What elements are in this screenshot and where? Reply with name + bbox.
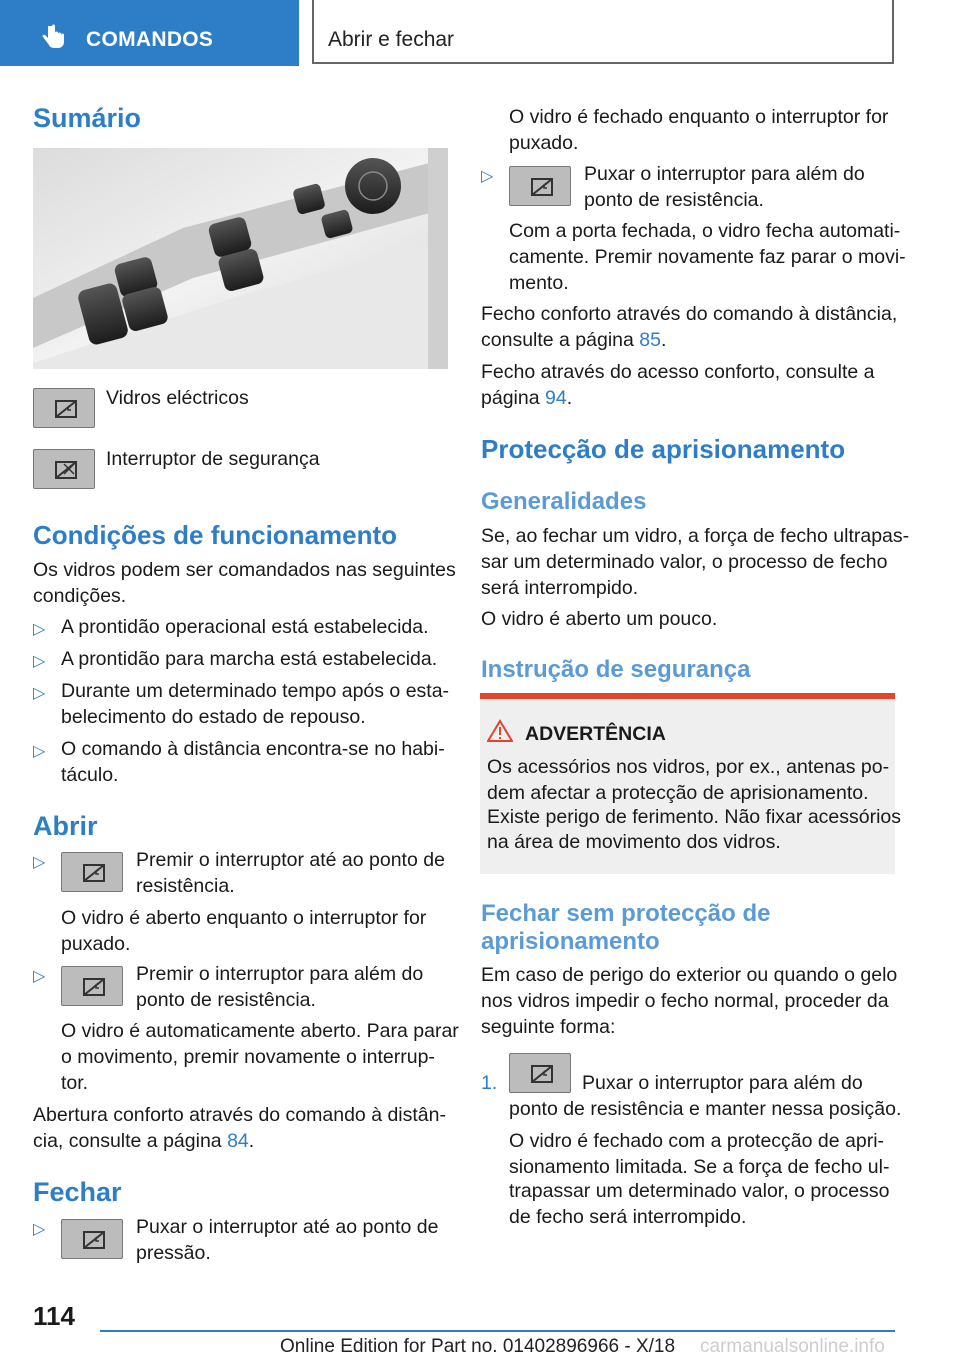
footer-rule — [100, 1330, 895, 1332]
bullet-triangle-icon: ▷ — [33, 621, 46, 638]
section-title: COMANDOS — [86, 28, 214, 51]
footer-edition: Online Edition for Part no. 01402896966 - X/18 — [280, 1336, 676, 1357]
gen-text-2: sar um determinado valor, o processo de fecho — [481, 551, 888, 573]
heading-sumario: Sumário — [33, 103, 142, 133]
cond-item-1: A prontidão operacional está estabelecida. — [61, 616, 429, 638]
bullet-triangle-icon: ▷ — [33, 743, 46, 760]
hand-pointer-icon — [38, 22, 68, 52]
abrir-step1-d2: puxado. — [61, 933, 131, 955]
gen-text-3: será interrompido. — [481, 577, 639, 599]
fechar-step2-l2: ponto de resistência. — [584, 189, 764, 211]
warning-text-4: na área de movimento dos vidros. — [487, 831, 781, 853]
window-switch-icon — [61, 852, 123, 892]
abrir-step2-l1: Premir o interruptor para além do — [136, 963, 424, 985]
chapter-title: Abrir e fechar — [328, 28, 455, 51]
legend-label-safety: Interruptor de segurança — [106, 448, 320, 470]
bullet-triangle-icon: ▷ — [33, 1221, 46, 1238]
fechar-step1-l2: pressão. — [136, 1242, 211, 1264]
page-link-84[interactable]: 84 — [227, 1130, 249, 1152]
step1-desc-1: O vidro é fechado com a protecção de apri- — [509, 1130, 885, 1152]
gen-text-4: O vidro é aberto um pouco. — [481, 608, 718, 630]
fechar-step1-l1: Puxar o interruptor até ao ponto de — [136, 1216, 439, 1238]
fechar-step2-d1: Com a porta fechada, o vidro fecha automati- — [509, 220, 901, 242]
step1-text-1: Puxar o interruptor para além do — [582, 1072, 863, 1094]
safety-switch-icon — [33, 449, 95, 489]
bullet-triangle-icon: ▷ — [33, 685, 46, 702]
bullet-triangle-icon: ▷ — [33, 968, 46, 985]
fecho-acesso-l1: Fecho através do acesso conforto, consulte a — [481, 361, 875, 383]
window-switch-icon — [61, 966, 123, 1006]
abrir-step1-d1: O vidro é aberto enquanto o interruptor for — [61, 907, 427, 929]
step1-desc-2: sionamento limitada. Se a força de fecho ul- — [509, 1156, 890, 1178]
fechar-step1-d1: O vidro é fechado enquanto o interruptor for — [509, 106, 889, 128]
warning-text-3: Existe perigo de ferimento. Não fixar acessórios — [487, 806, 902, 828]
abrir-step2-l2: ponto de resistência. — [136, 989, 316, 1011]
window-switch-icon — [61, 1219, 123, 1259]
window-switches-photo — [33, 148, 448, 369]
heading-abrir: Abrir — [33, 811, 98, 841]
legend-label-windows: Vidros eléctricos — [106, 387, 249, 409]
bullet-triangle-icon: ▷ — [33, 854, 46, 871]
bullet-triangle-icon: ▷ — [481, 168, 494, 185]
nop-text-3: seguinte forma: — [481, 1016, 616, 1038]
bullet-triangle-icon: ▷ — [33, 653, 46, 670]
window-switch-icon — [509, 1053, 571, 1093]
warning-triangle-icon — [487, 719, 513, 743]
warning-text-1: Os acessórios nos vidros, por ex., antenas po- — [487, 756, 890, 778]
page-number: 114 — [33, 1301, 75, 1331]
fechar-step2-d2: camente. Premir novamente faz parar o movi- — [509, 246, 906, 268]
gen-text-1: Se, ao fechar um vidro, a força de fecho ultrapas- — [481, 525, 910, 547]
fechar-step2-d3: mento. — [509, 272, 569, 294]
heading-instrucao-seguranca: Instrução de segurança — [481, 656, 751, 683]
cond-item-3a: Durante um determinado tempo após o esta- — [61, 680, 450, 702]
heading-sem-proteccao-2: aprisionamento — [481, 928, 660, 955]
heading-proteccao: Protecção de aprisionamento — [481, 434, 846, 464]
fechar-step2-l1: Puxar o interruptor para além do — [584, 163, 865, 185]
step1-text-2: ponto de resistência e manter nessa posição. — [509, 1098, 902, 1120]
heading-sem-proteccao-1: Fechar sem protecção de — [481, 900, 771, 927]
nop-text-2: nos vidros impedir o fecho normal, proceder da — [481, 990, 889, 1012]
warning-text-2: dem afectar a protecção de aprisionamento. — [487, 782, 869, 804]
heading-condicoes: Condições de funcionamento — [33, 520, 398, 550]
cond-item-2: A prontidão para marcha está estabelecida. — [61, 648, 438, 670]
cond-item-4b: táculo. — [61, 764, 119, 786]
cond-intro-1: Os vidros podem ser comandados nas seguintes — [33, 559, 456, 581]
step1-desc-3: trapassar um determinado valor, o processo — [509, 1180, 890, 1202]
abrir-step1-l1: Premir o interruptor até ao ponto de — [136, 849, 445, 871]
abrir-step1-l2: resistência. — [136, 875, 235, 897]
abrir-step2-d3: tor. — [61, 1072, 89, 1094]
fechar-step1-d2: puxado. — [509, 132, 579, 154]
abrir-step2-d1: O vidro é automaticamente aberto. Para parar — [61, 1020, 459, 1042]
cond-item-3b: belecimento do estado de repouso. — [61, 706, 366, 728]
fecho-conforto-l1: Fecho conforto através do comando à distância, — [481, 303, 898, 325]
step-number: 1. — [481, 1072, 498, 1094]
abrir-conforto-l2: cia, consulte a página 84. — [33, 1130, 255, 1152]
warning-title: ADVERTÊNCIA — [525, 723, 666, 745]
abrir-step2-d2: o movimento, premir novamente o interrup- — [61, 1046, 435, 1068]
fecho-conforto-l2: consulte a página 85. — [481, 329, 667, 351]
heading-fechar: Fechar — [33, 1177, 122, 1207]
page-link-94[interactable]: 94 — [544, 387, 567, 409]
footer-watermark: carmanualsonline.info — [700, 1336, 885, 1357]
window-switch-icon — [33, 388, 95, 428]
abrir-conforto-l1: Abertura conforto através do comando à distân- — [33, 1104, 446, 1126]
window-switch-icon — [509, 166, 571, 206]
section-tab — [0, 0, 299, 66]
nop-text-1: Em caso de perigo do exterior ou quando o gelo — [481, 964, 898, 986]
cond-item-4a: O comando à distância encontra-se no habi- — [61, 738, 445, 760]
chapter-header — [312, 0, 894, 64]
cond-intro-2: condições. — [33, 585, 127, 607]
heading-generalidades: Generalidades — [481, 488, 647, 515]
step1-desc-4: de fecho será interrompido. — [509, 1206, 747, 1228]
page-link-85[interactable]: 85 — [639, 329, 661, 351]
fecho-acesso-l2: página 94. — [481, 387, 573, 409]
